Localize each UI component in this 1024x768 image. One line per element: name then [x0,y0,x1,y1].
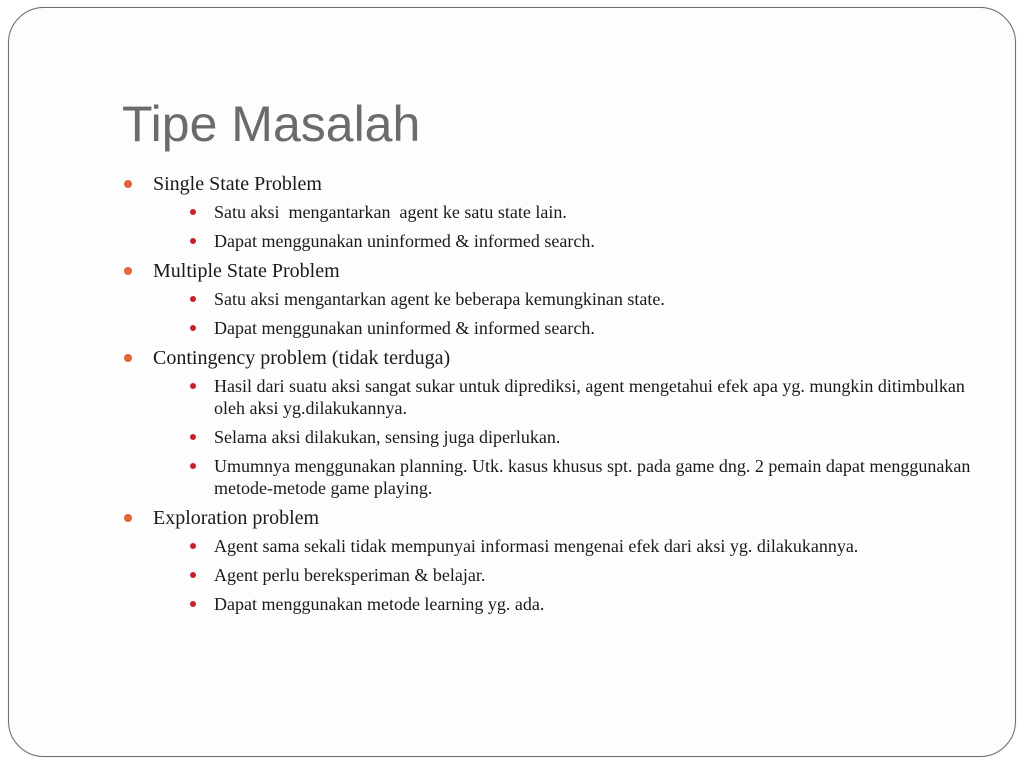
sub-list [153,375,982,499]
list-item-text: Dapat menggunakan metode learning yg. ada. [214,594,545,614]
list-item-text: Selama aksi dilakukan, sensing juga diperlukan. [214,427,561,447]
list-item-text: Satu aksi mengantarkan agent ke beberapa kemungkinan state. [214,289,665,309]
list-item-text: Dapat menggunakan uninformed & informed search. [214,318,595,338]
list-item-text: Umumnya menggunakan planning. Utk. kasus khusus spt. pada game dng. 2 pemain dapat menggunakan metode-metode game playing. [214,456,971,498]
list-item-text: Agent sama sekali tidak mempunyai informasi mengenai efek dari aksi yg. dilakukannya. [214,536,859,556]
slide-frame [8,7,1016,757]
bullet-icon [190,325,196,331]
list-item [153,317,982,339]
section-heading: Contingency problem (tidak terduga) [153,347,451,369]
bullet-icon [190,434,196,440]
list-item-text: Agent perlu bereksperiman & belajar. [214,565,486,585]
section-multiple-state [122,259,982,339]
bullet-icon [190,209,196,215]
list-item-text: Satu aksi mengantarkan agent ke satu state lain. [214,202,567,222]
bullet-icon [124,180,132,188]
bullet-icon [190,238,196,244]
sub-list [153,201,982,252]
list-item [153,455,982,499]
list-item-text: Hasil dari suatu aksi sangat sukar untuk diprediksi, agent mengetahui efek apa yg. mungkin ditimbulkan oleh aksi yg.dilakukannya. [214,376,965,418]
list-item [153,288,982,310]
bullet-icon [190,463,196,469]
list-item [153,426,982,448]
bullet-icon [190,383,196,389]
list-item [153,201,982,223]
list-item [153,535,982,557]
sub-list [153,535,982,615]
list-item-text: Dapat menggunakan uninformed & informed search. [214,231,595,251]
bullet-icon [190,296,196,302]
list-item [153,375,982,419]
slide-title: Tipe Masalah [122,96,421,152]
section-exploration [122,506,982,615]
section-heading: Single State Problem [153,173,322,195]
list-item [153,593,982,615]
section-contingency [122,346,982,499]
bullet-icon [124,354,132,362]
section-heading: Multiple State Problem [153,260,340,282]
bullet-icon [190,601,196,607]
sub-list [153,288,982,339]
bullet-icon [190,543,196,549]
list-item [153,230,982,252]
list-item [153,564,982,586]
section-heading: Exploration problem [153,507,320,529]
bullet-icon [124,514,132,522]
bullet-list [122,172,982,615]
bullet-icon [124,267,132,275]
bullet-icon [190,572,196,578]
section-single-state [122,172,982,252]
